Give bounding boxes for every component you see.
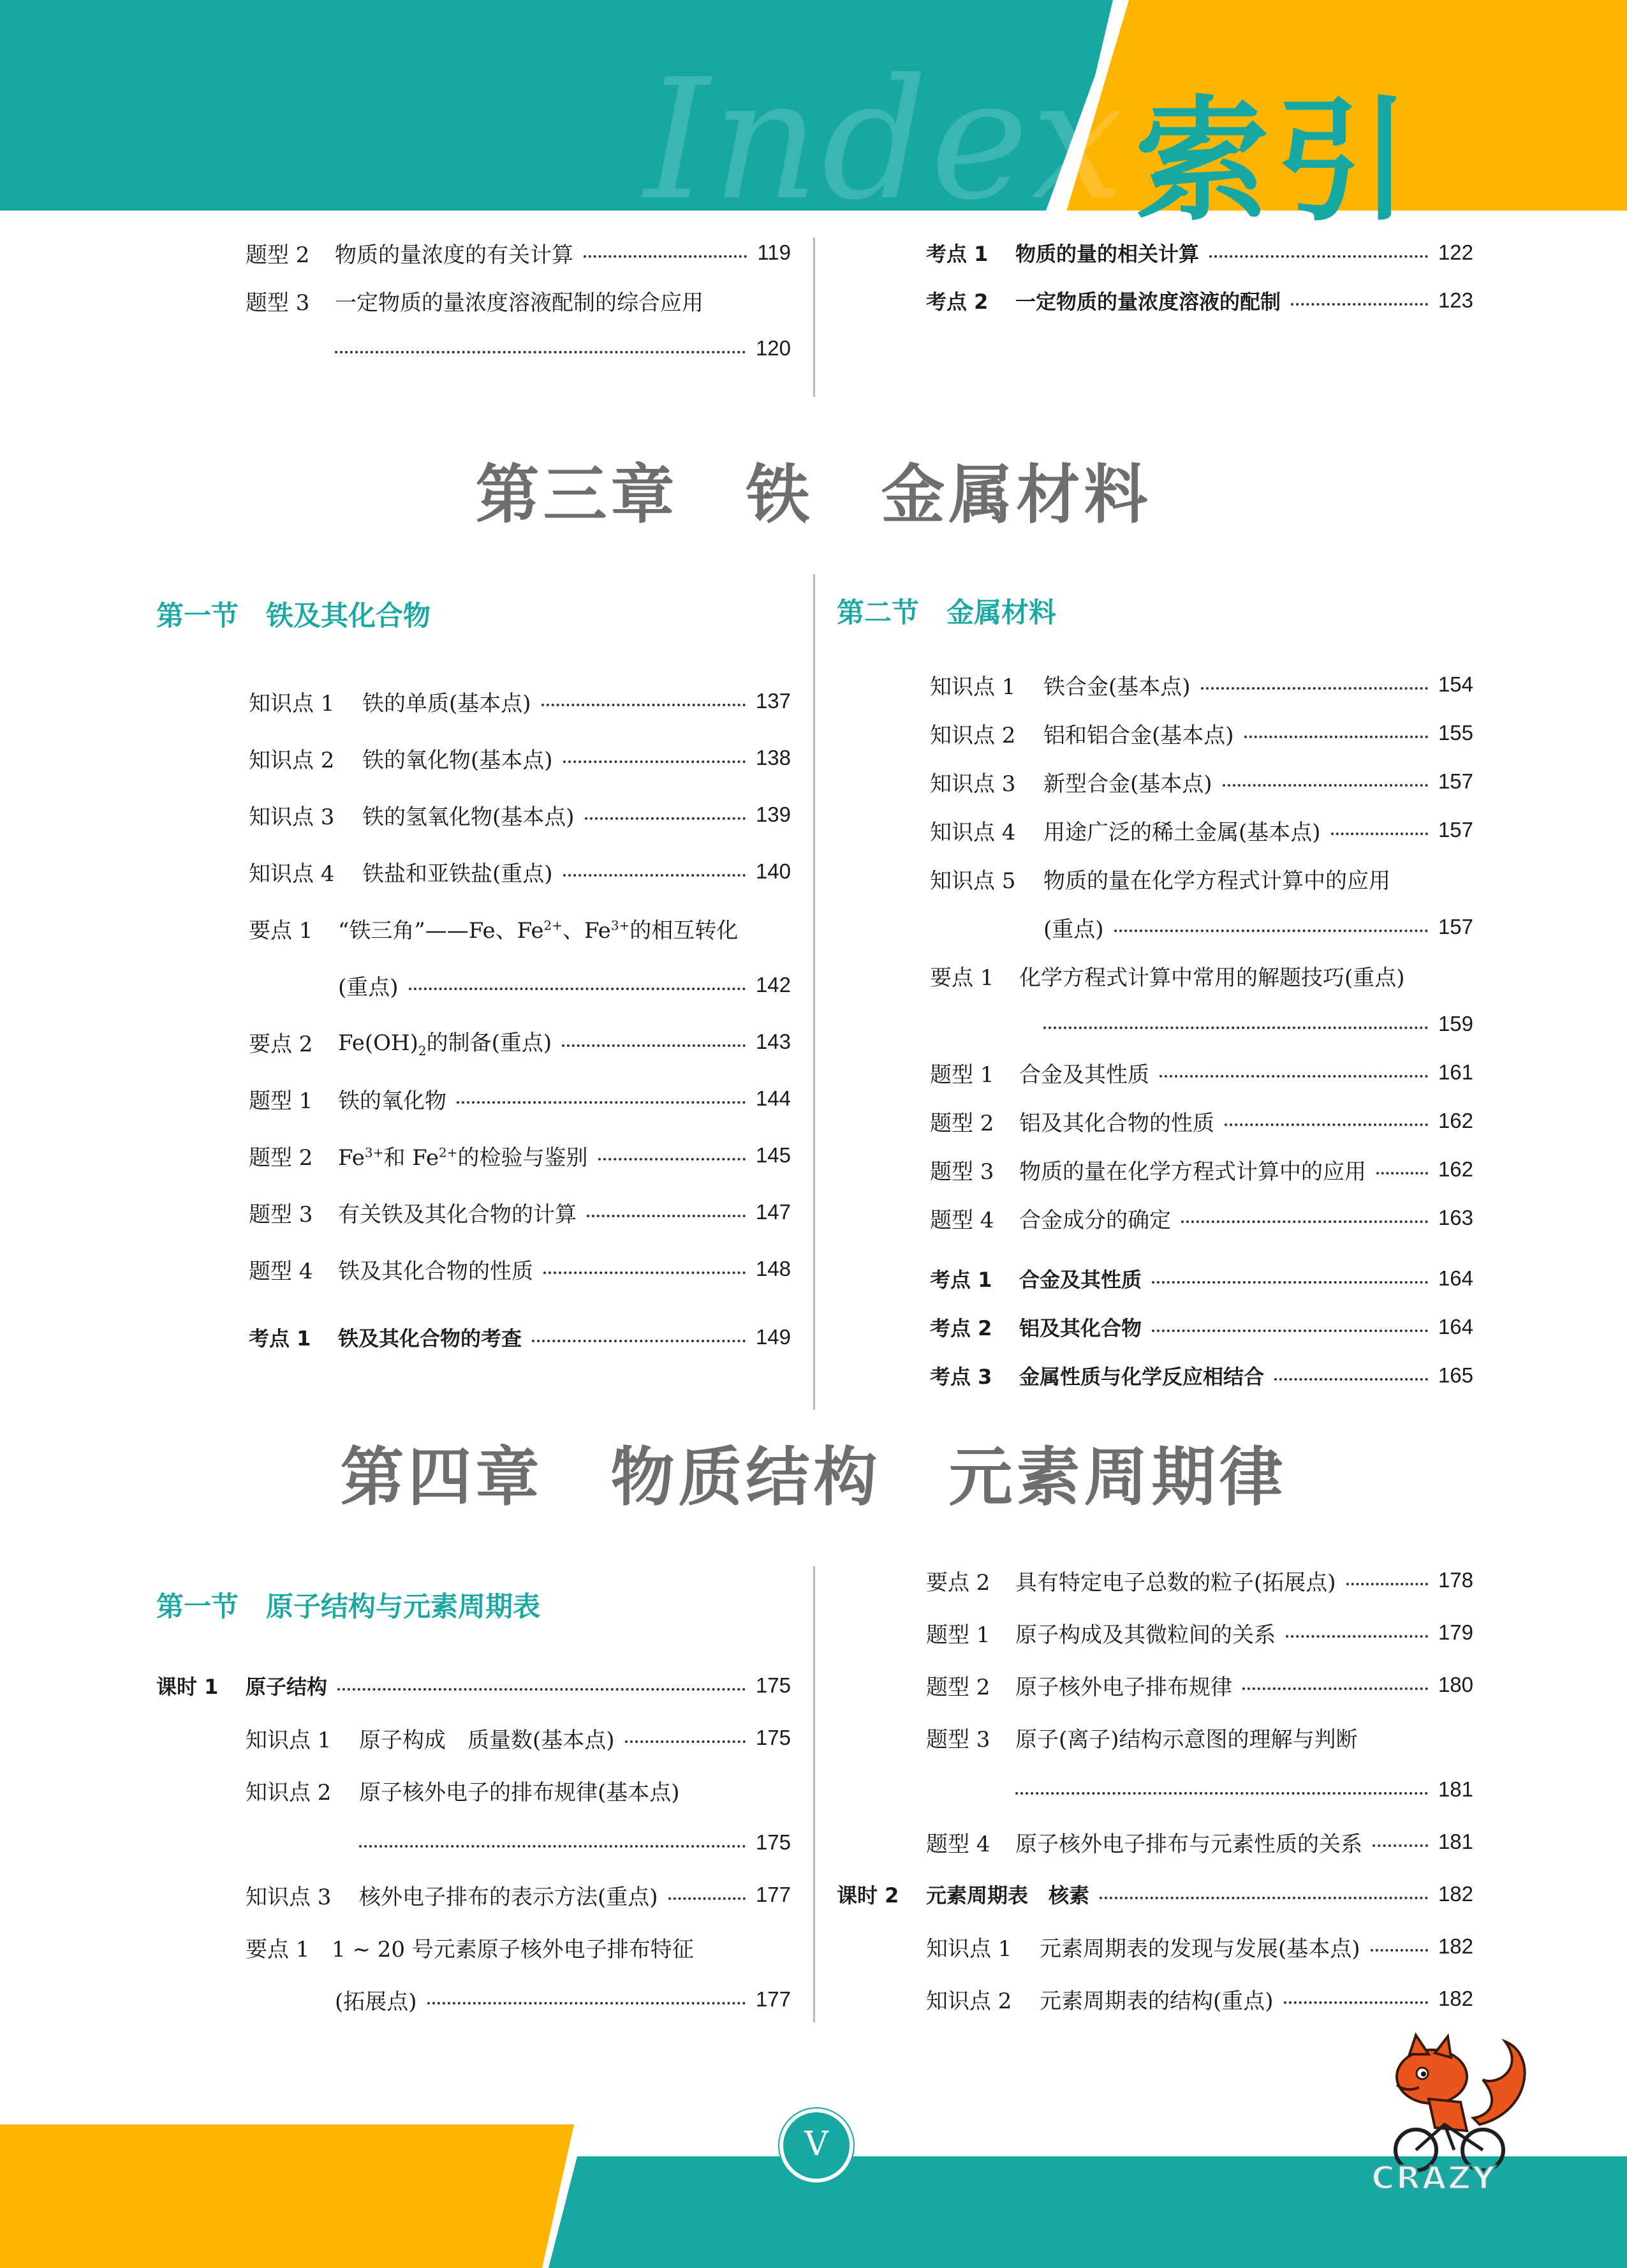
toc-page: 157 xyxy=(1438,769,1473,793)
leader-dots xyxy=(1242,1687,1428,1690)
toc-title: 铁的单质(基本点) xyxy=(362,690,531,716)
toc-title: 原子结构 xyxy=(246,1675,328,1699)
toc-title: 合金及其性质 xyxy=(1019,1268,1142,1292)
toc-entry-continuation[interactable] xyxy=(1043,910,1473,944)
toc-entry[interactable] xyxy=(930,1310,1473,1344)
toc-page: 159 xyxy=(1438,1012,1473,1035)
column-divider xyxy=(813,1566,815,2022)
leader-dots xyxy=(1223,784,1428,787)
toc-page: 179 xyxy=(1438,1620,1473,1644)
toc-entry[interactable] xyxy=(930,1056,1473,1089)
toc-tag: 课时 2 xyxy=(837,1883,899,1908)
toc-tag: 题型 2 xyxy=(926,1674,990,1700)
toc-title: 铝及其化合物 xyxy=(1019,1316,1142,1340)
leader-dots xyxy=(541,704,746,706)
toc-tag: 知识点 1 xyxy=(246,1727,332,1753)
leader-dots xyxy=(1181,1220,1428,1223)
toc-page: 182 xyxy=(1438,1882,1473,1906)
leader-dots xyxy=(585,817,746,820)
toc-title: 原子核外电子排布规律 xyxy=(1015,1674,1232,1700)
leader-dots xyxy=(1100,1897,1428,1899)
toc-tag: 题型 3 xyxy=(249,1201,313,1227)
toc-page: 120 xyxy=(755,336,791,360)
toc-page: 180 xyxy=(1438,1673,1473,1696)
toc-tag: 知识点 3 xyxy=(930,771,1016,797)
header-index-watermark: Index xyxy=(644,44,1128,237)
toc-title: 原子构成 质量数(基本点) xyxy=(359,1727,615,1753)
toc-title: 铁及其化合物的考查 xyxy=(338,1326,522,1351)
toc-title: 铁合金(基本点) xyxy=(1043,674,1191,700)
toc-tag: 题型 1 xyxy=(930,1062,994,1088)
toc-entry[interactable] xyxy=(930,959,1473,992)
toc-entry[interactable] xyxy=(926,284,1473,317)
toc-entry[interactable] xyxy=(246,1774,791,1807)
leader-dots xyxy=(1331,833,1428,835)
toc-page: 147 xyxy=(755,1200,791,1224)
toc-title: 铁的氧化物(基本点) xyxy=(362,747,553,773)
toc-title: 原子(离子)结构示意图的理解与判断 xyxy=(1015,1726,1358,1753)
leader-dots xyxy=(563,760,746,763)
chapter-3-title: 第三章 铁 金属材料 xyxy=(475,457,1152,532)
toc-title: (重点) xyxy=(338,974,399,1000)
toc-page: 177 xyxy=(755,1987,791,2011)
toc-page: 175 xyxy=(755,1830,791,1854)
toc-tag: 考点 1 xyxy=(930,1268,992,1292)
toc-tag: 知识点 3 xyxy=(246,1884,332,1910)
toc-entry[interactable] xyxy=(926,1825,1473,1858)
toc-title: 元素周期表 核素 xyxy=(926,1883,1090,1908)
toc-title: $Fe^{3+}$和 $Fe^{2+}$的检验与鉴别 xyxy=(338,1145,588,1171)
leader-dots xyxy=(409,988,746,990)
toc-entry[interactable] xyxy=(930,716,1473,750)
toc-title: 原子核外电子排布与元素性质的关系 xyxy=(1015,1831,1362,1857)
toc-tag: 知识点 3 xyxy=(249,804,335,830)
toc-entry[interactable] xyxy=(926,1930,1473,1963)
leader-dots xyxy=(427,2002,746,2005)
toc-tag: 题型 4 xyxy=(930,1207,994,1233)
toc-title: 铝和铝合金(基本点) xyxy=(1043,722,1234,748)
toc-tag: 考点 2 xyxy=(926,290,989,314)
toc-page: 165 xyxy=(1438,1363,1473,1387)
toc-entry-continuation[interactable] xyxy=(1043,1007,1473,1041)
column-divider xyxy=(813,574,815,1410)
column-divider xyxy=(813,237,815,397)
toc-page: 143 xyxy=(755,1030,791,1053)
toc-tag: 题型 3 xyxy=(246,290,310,316)
leader-dots xyxy=(1244,736,1428,738)
toc-title: 物质的量的相关计算 xyxy=(1015,242,1200,266)
toc-entry-lesson[interactable] xyxy=(156,1669,791,1702)
toc-tag: 知识点 2 xyxy=(926,1988,1012,2014)
toc-tag: 知识点 4 xyxy=(930,819,1016,845)
toc-tag: 题型 2 xyxy=(930,1110,994,1136)
leader-dots xyxy=(1286,1635,1428,1638)
chapter-4-title: 第四章 物质结构 元素周期律 xyxy=(340,1439,1287,1515)
toc-tag: 知识点 4 xyxy=(249,861,335,887)
toc-page: 148 xyxy=(755,1257,791,1280)
toc-page: 182 xyxy=(1438,1987,1473,2010)
toc-title: 物质的量在化学方程式计算中的应用 xyxy=(1019,1159,1366,1185)
toc-entry[interactable] xyxy=(930,1104,1473,1138)
toc-tag: 题型 3 xyxy=(926,1726,990,1753)
leader-dots xyxy=(359,1845,746,1848)
toc-tag: 要点 2 xyxy=(249,1031,313,1057)
toc-page: 175 xyxy=(755,1726,791,1749)
toc-entry[interactable] xyxy=(249,798,791,831)
toc-page: 177 xyxy=(755,1883,791,1906)
toc-tag: 要点 2 xyxy=(926,1569,990,1596)
toc-page: 140 xyxy=(755,859,791,883)
leader-dots xyxy=(1015,1792,1428,1795)
toc-title: 化学方程式计算中常用的解题技巧(重点) xyxy=(1019,965,1405,991)
toc-entry[interactable] xyxy=(926,1668,1473,1701)
toc-page: 182 xyxy=(1438,1934,1473,1958)
mascot-label: CRAZY xyxy=(1371,2160,1497,2197)
toc-tag: 知识点 5 xyxy=(930,868,1016,894)
toc-tag: 课时 1 xyxy=(156,1675,219,1699)
toc-entry[interactable] xyxy=(249,1082,791,1115)
toc-page: 138 xyxy=(755,746,791,769)
toc-title: 元素周期表的发现与发展(基本点) xyxy=(1040,1936,1360,1962)
toc-entry[interactable] xyxy=(926,236,1473,269)
leader-dots xyxy=(1284,2001,1428,2004)
toc-tag: 要点 1 xyxy=(249,917,313,944)
toc-entry-continuation[interactable] xyxy=(1015,1773,1473,1806)
toc-title: 一定物质的量浓度溶液配制的综合应用 xyxy=(335,290,703,316)
toc-title: 铝及其化合物的性质 xyxy=(1019,1110,1214,1136)
leader-dots xyxy=(1209,255,1428,258)
toc-tag: 知识点 2 xyxy=(246,1779,332,1805)
toc-title: 铁盐和亚铁盐(重点) xyxy=(362,861,553,887)
toc-entry[interactable] xyxy=(926,1616,1473,1649)
toc-entry-lesson[interactable] xyxy=(837,1878,1473,1911)
toc-title: “铁三角”——Fe、$Fe^{2+}$、$Fe^{3+}$的相互转化 xyxy=(338,917,739,944)
toc-title: 铁的氧化物 xyxy=(338,1088,446,1114)
toc-page: 144 xyxy=(755,1086,791,1110)
leader-dots xyxy=(457,1101,746,1104)
toc-page: 164 xyxy=(1438,1315,1473,1338)
toc-entry[interactable] xyxy=(930,862,1473,895)
leader-dots xyxy=(584,255,747,258)
toc-entry-continuation[interactable] xyxy=(335,332,791,365)
toc-page: 161 xyxy=(1438,1060,1473,1084)
toc-entry[interactable] xyxy=(930,1359,1473,1392)
toc-entry[interactable] xyxy=(246,284,791,317)
leader-dots xyxy=(543,1271,746,1274)
toc-entry[interactable] xyxy=(249,1252,791,1286)
toc-page: 157 xyxy=(1438,915,1473,938)
toc-tag: 题型 4 xyxy=(249,1258,313,1284)
toc-page: 163 xyxy=(1438,1206,1473,1229)
leader-dots xyxy=(563,874,746,877)
toc-tag: 题型 1 xyxy=(926,1622,990,1648)
toc-tag: 考点 1 xyxy=(249,1326,311,1351)
toc-entry[interactable] xyxy=(246,1931,791,1964)
toc-page: 122 xyxy=(1438,241,1473,264)
toc-tag: 考点 3 xyxy=(930,1365,992,1389)
toc-entry[interactable] xyxy=(930,1153,1473,1186)
leader-dots xyxy=(1291,303,1428,306)
leader-dots xyxy=(1043,1027,1428,1029)
section-heading[interactable]: 第二节 金属材料 xyxy=(837,597,1056,629)
leader-dots xyxy=(1152,1330,1428,1332)
toc-title: 物质的量在化学方程式计算中的应用 xyxy=(1043,868,1390,894)
toc-title: 金属性质与化学反应相结合 xyxy=(1019,1365,1265,1389)
toc-page: 149 xyxy=(755,1325,791,1349)
page-title: 索引 xyxy=(1135,83,1417,239)
toc-title: 用途广泛的稀土金属(基本点) xyxy=(1043,819,1321,845)
leader-dots xyxy=(625,1740,746,1743)
toc-entry[interactable] xyxy=(246,1721,791,1754)
toc-tag: 考点 1 xyxy=(926,242,989,266)
leader-dots xyxy=(1152,1281,1428,1284)
toc-title: 新型合金(基本点) xyxy=(1043,771,1212,797)
toc-page: 155 xyxy=(1438,721,1473,745)
leader-dots xyxy=(337,1688,746,1691)
toc-title: 原子核外电子的排布规律(基本点) xyxy=(359,1779,680,1805)
toc-page: 181 xyxy=(1438,1830,1473,1853)
toc-entry[interactable] xyxy=(249,912,791,945)
toc-entry[interactable] xyxy=(249,855,791,888)
leader-dots xyxy=(1376,1172,1428,1175)
leader-dots xyxy=(1371,1949,1428,1952)
toc-entry[interactable] xyxy=(930,813,1473,847)
leader-dots xyxy=(1201,687,1428,690)
toc-tag: 知识点 1 xyxy=(249,690,335,716)
leader-dots xyxy=(532,1340,746,1342)
toc-page: 175 xyxy=(755,1673,791,1697)
toc-page: 142 xyxy=(755,973,791,997)
toc-tag: 题型 4 xyxy=(926,1831,990,1857)
toc-entry[interactable] xyxy=(930,765,1473,798)
leader-dots xyxy=(1160,1075,1428,1078)
toc-entry[interactable] xyxy=(930,1262,1473,1295)
toc-entry[interactable] xyxy=(249,685,791,718)
toc-page: 181 xyxy=(1438,1777,1473,1801)
section-heading[interactable]: 第一节 原子结构与元素周期表 xyxy=(156,1591,540,1623)
toc-title: 合金及其性质 xyxy=(1019,1062,1149,1088)
toc-page: 123 xyxy=(1438,288,1473,312)
toc-tag: 题型 3 xyxy=(930,1159,994,1185)
toc-title: (拓展点) xyxy=(335,1989,417,2015)
toc-tag: 考点 2 xyxy=(930,1316,992,1340)
leader-dots xyxy=(335,351,746,353)
toc-title: 铁的氢氧化物(基本点) xyxy=(362,804,575,830)
toc-title: $Fe(OH)_2$的制备(重点) xyxy=(338,1030,552,1058)
toc-entry[interactable] xyxy=(249,1139,791,1172)
toc-tag: 知识点 1 xyxy=(926,1936,1012,1962)
leader-dots xyxy=(598,1158,746,1160)
toc-title: 原子构成及其微粒间的关系 xyxy=(1015,1622,1276,1648)
toc-page: 137 xyxy=(755,689,791,713)
toc-page: 162 xyxy=(1438,1109,1473,1132)
toc-title: 元素周期表的结构(重点) xyxy=(1040,1988,1274,2014)
toc-page: 164 xyxy=(1438,1266,1473,1290)
toc-entry[interactable] xyxy=(249,1025,791,1058)
leader-dots xyxy=(1373,1844,1428,1847)
toc-entry[interactable] xyxy=(930,668,1473,701)
toc-tag: 题型 2 xyxy=(246,242,310,268)
toc-entry[interactable] xyxy=(249,741,791,775)
toc-entry-continuation[interactable] xyxy=(359,1826,791,1859)
leader-dots xyxy=(1346,1583,1428,1585)
toc-entry[interactable] xyxy=(249,1321,791,1354)
toc-title: 有关铁及其化合物的计算 xyxy=(338,1201,577,1227)
toc-entry[interactable] xyxy=(246,236,791,269)
toc-entry[interactable] xyxy=(926,1564,1473,1597)
toc-title: 铁及其化合物的性质 xyxy=(338,1258,533,1284)
toc-entry[interactable] xyxy=(246,1878,791,1911)
page-number-badge: V xyxy=(779,2109,853,2183)
toc-title: 一定物质的量浓度溶液的配制 xyxy=(1015,290,1281,314)
toc-entry[interactable] xyxy=(926,1721,1473,1754)
toc-title: 物质的量浓度的有关计算 xyxy=(335,242,573,268)
leader-dots xyxy=(1114,930,1428,932)
leader-dots xyxy=(587,1215,746,1217)
toc-tag: 要点 1 xyxy=(930,965,994,991)
leader-dots xyxy=(562,1044,746,1047)
toc-tag: 要点 1 xyxy=(246,1936,310,1962)
toc-page: 119 xyxy=(757,241,791,264)
toc-title: 1 ~ 20 号元素原子核外电子排布特征 xyxy=(332,1936,694,1962)
toc-entry[interactable] xyxy=(249,1196,791,1229)
toc-tag: 题型 1 xyxy=(249,1088,313,1114)
toc-entry-continuation[interactable] xyxy=(335,1983,791,2016)
toc-title: 核外电子排布的表示方法(重点) xyxy=(359,1884,658,1910)
leader-dots xyxy=(1274,1378,1428,1381)
toc-tag: 知识点 2 xyxy=(930,722,1016,748)
leader-dots xyxy=(668,1897,746,1900)
toc-page: 139 xyxy=(755,803,791,826)
section-heading[interactable]: 第一节 铁及其化合物 xyxy=(156,600,431,632)
toc-title: (重点) xyxy=(1043,916,1104,942)
toc-entry[interactable] xyxy=(930,1201,1473,1234)
squirrel-mascot-icon xyxy=(1371,2029,1537,2175)
toc-page: 157 xyxy=(1438,818,1473,841)
toc-tag: 题型 2 xyxy=(249,1145,313,1171)
leader-dots xyxy=(1225,1123,1428,1126)
toc-entry-continuation[interactable] xyxy=(338,968,791,1002)
toc-entry[interactable] xyxy=(926,1982,1473,2015)
toc-tag: 知识点 1 xyxy=(930,674,1016,700)
toc-page: 145 xyxy=(755,1143,791,1167)
toc-title: 合金成分的确定 xyxy=(1019,1207,1171,1233)
toc-title: 具有特定电子总数的粒子(拓展点) xyxy=(1015,1569,1336,1596)
toc-page: 154 xyxy=(1438,672,1473,696)
toc-page: 178 xyxy=(1438,1568,1473,1592)
toc-tag: 知识点 2 xyxy=(249,747,335,773)
toc-page: 162 xyxy=(1438,1157,1473,1181)
